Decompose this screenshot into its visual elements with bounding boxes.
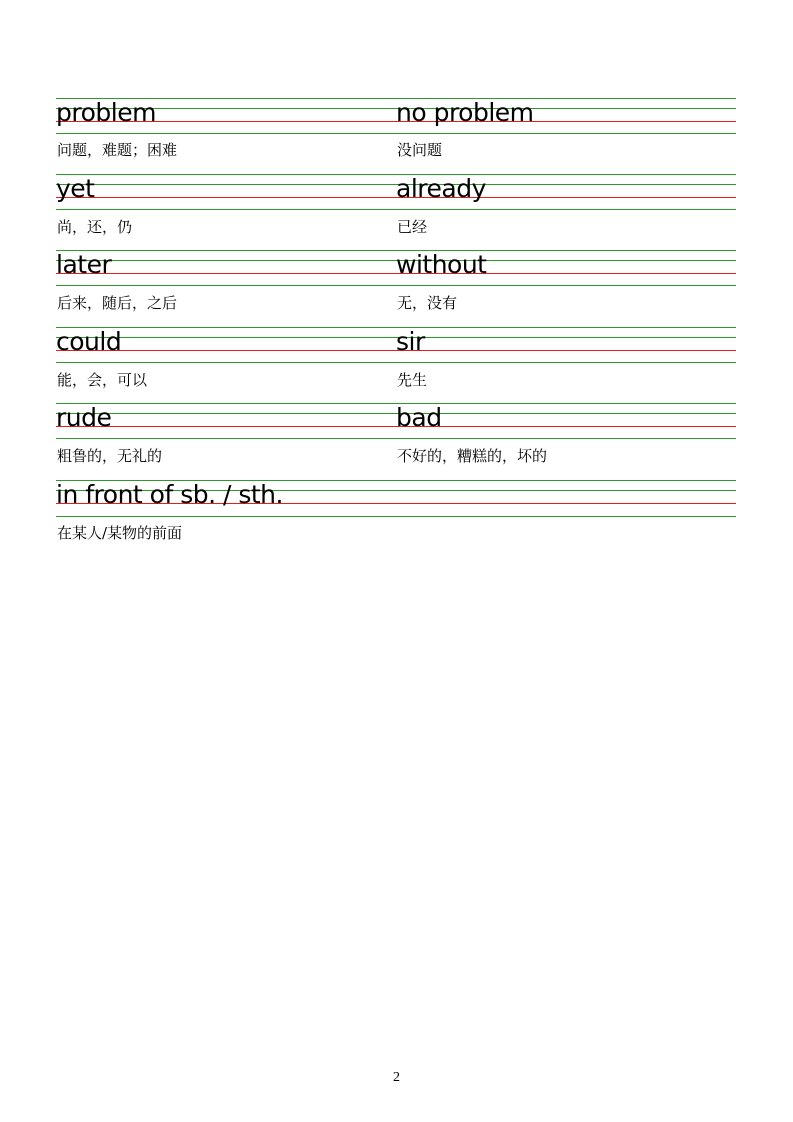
vocab-meaning: 没问题 bbox=[397, 141, 443, 159]
guide-line bbox=[56, 285, 736, 286]
vocab-word: rude bbox=[56, 403, 112, 432]
guide-line bbox=[56, 209, 736, 210]
writing-row-4 bbox=[56, 327, 736, 367]
vocab-meaning: 后来，随后，之后 bbox=[57, 294, 178, 312]
vocab-meaning: 粗鲁的，无礼的 bbox=[57, 447, 163, 465]
vocab-meaning: 问题，难题；困难 bbox=[57, 141, 178, 159]
vocab-word: no problem bbox=[396, 98, 534, 127]
vocab-word: yet bbox=[56, 174, 95, 203]
writing-row-2 bbox=[56, 174, 736, 214]
writing-row-5 bbox=[56, 403, 736, 443]
vocab-word: problem bbox=[56, 98, 156, 127]
vocab-meaning: 尚，还，仍 bbox=[57, 218, 133, 236]
guide-line bbox=[56, 362, 736, 363]
vocab-meaning: 不好的，糟糕的，坏的 bbox=[397, 447, 548, 465]
writing-row-1 bbox=[56, 98, 736, 138]
writing-row-6 bbox=[56, 480, 736, 520]
guide-line bbox=[56, 438, 736, 439]
page-number: 2 bbox=[393, 1070, 400, 1085]
vocab-meaning: 在某人/某物的前面 bbox=[57, 524, 183, 542]
writing-row-3 bbox=[56, 250, 736, 290]
guide-line bbox=[56, 516, 736, 517]
vocab-word: already bbox=[396, 174, 486, 203]
vocab-word: later bbox=[56, 250, 112, 279]
vocab-word: without bbox=[396, 250, 487, 279]
vocab-word: sir bbox=[396, 327, 425, 356]
vocab-meaning: 已经 bbox=[397, 218, 428, 236]
vocab-word: could bbox=[56, 327, 122, 356]
vocab-word: bad bbox=[396, 403, 442, 432]
vocab-word: in front of sb. / sth. bbox=[56, 480, 283, 509]
vocab-meaning: 无，没有 bbox=[397, 294, 458, 312]
vocab-meaning: 先生 bbox=[397, 371, 428, 389]
vocab-meaning: 能，会，可以 bbox=[57, 371, 148, 389]
guide-line bbox=[56, 133, 736, 134]
